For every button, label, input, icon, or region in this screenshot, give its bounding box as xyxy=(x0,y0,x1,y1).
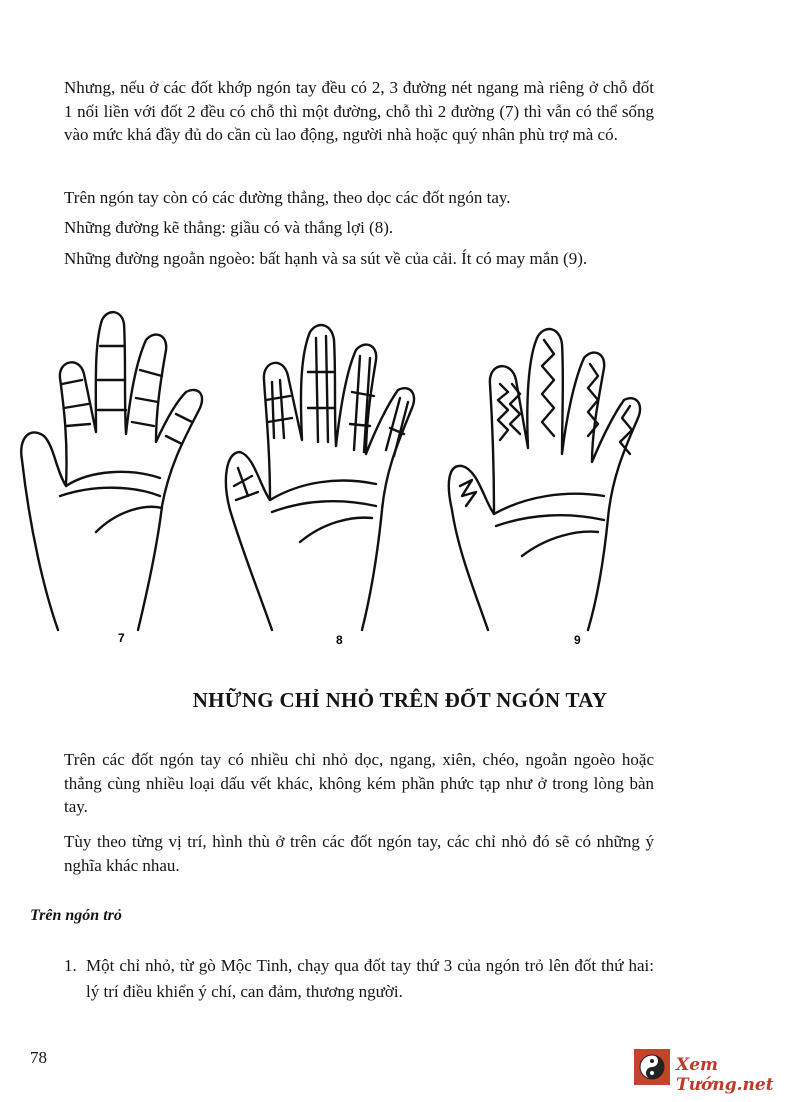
paragraph-straight-lines: Những đường kẽ thẳng: giầu có và thắng lợi (8). xyxy=(64,218,394,237)
paragraph-vertical-lines: Trên ngón tay còn có các đường thẳng, theo dọc các đốt ngón tay. xyxy=(64,188,511,207)
paragraph-finger-joint-lines: Nhưng, nếu ở các đốt khớp ngón tay đều có 2, 3 đường nét ngang mà riêng ở chỗ đốt 1 nối liền với đốt 2 đều có chỗ thì một đường, chỗ thì 2 đường (7) thì vẫn có thể sống vào mức khá đầy đủ do cần cù lao động, người nhà hoặc quý nhân phù trợ mà có. xyxy=(64,78,654,144)
yin-yang-icon xyxy=(634,1049,670,1085)
list-item-text: Một chỉ nhỏ, từ gò Mộc Tinh, chạy qua đốt tay thứ 3 của ngón trỏ lên đốt thứ hai: lý trí điều khiển ý chí, can đảm, thương người. xyxy=(86,956,654,1001)
paragraph-wavy-lines: Những đường ngoằn ngoèo: bất hạnh và sa sút về của cải. Ít có may mắn (9). xyxy=(64,249,588,268)
page-number: 78 xyxy=(30,1048,47,1067)
subheading-index-finger: Trên ngón trỏ xyxy=(30,907,122,924)
paragraph-small-lines-intro: Trên các đốt ngón tay có nhiều chỉ nhỏ dọc, ngang, xiên, chéo, ngoằn ngoèo hoặc thẳng cùng nhiều loại dấu vết khác, không kém phần phức tạp như ở trong lòng bàn tay. xyxy=(64,750,654,816)
paragraph-position-meaning: Tùy theo từng vị trí, hình thù ở trên các đốt ngón tay, các chỉ nhỏ đó sẽ có những ý nghĩa khác nhau. xyxy=(64,832,654,875)
watermark-text: Xem Tướng.net xyxy=(676,1055,774,1095)
site-watermark xyxy=(634,1049,794,1095)
palm-figure-9 xyxy=(449,329,640,630)
figure-label-7: 7 xyxy=(118,631,125,645)
list-item-number: 1. xyxy=(64,956,77,975)
palm-illustrations xyxy=(0,300,800,660)
figure-label-8: 8 xyxy=(336,633,343,647)
section-heading: NHỮNG CHỈ NHỎ TRÊN ĐỐT NGÓN TAY xyxy=(192,688,608,712)
figure-label-9: 9 xyxy=(574,633,581,647)
palm-figure-7 xyxy=(21,312,202,630)
palm-figure-8 xyxy=(226,325,414,630)
